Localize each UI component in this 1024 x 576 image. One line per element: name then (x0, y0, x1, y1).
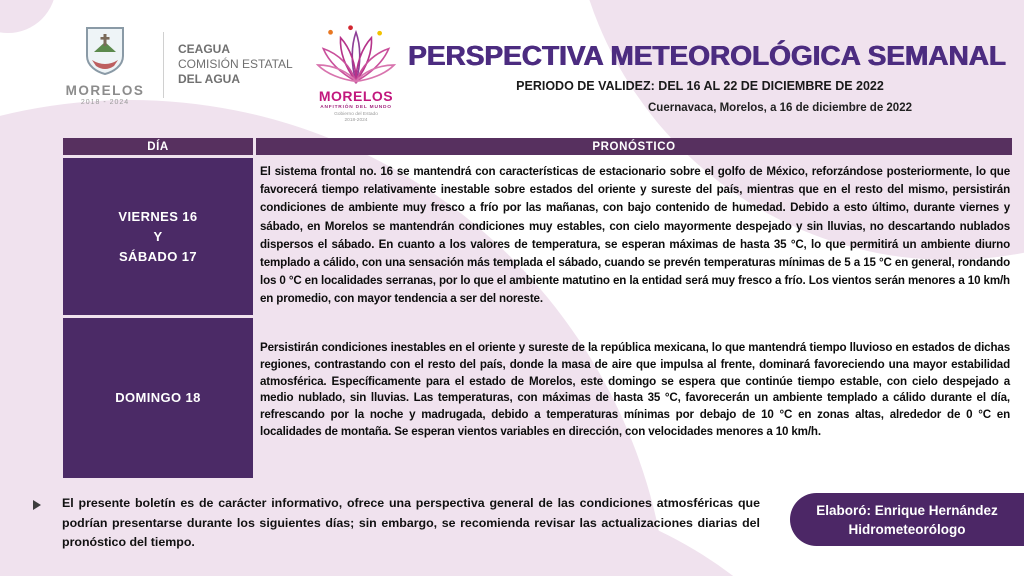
ceagua-logo (178, 42, 293, 87)
lotus-flower-icon (310, 25, 402, 85)
column-header-forecast: PRONÓSTICO (256, 138, 1012, 155)
credit-role: Hidrometeorólogo (848, 521, 966, 537)
flower-logo-name: MORELOS (318, 88, 394, 104)
ceagua-line3: DEL AGUA (178, 72, 241, 86)
ceagua-line1: CEAGUA (178, 42, 231, 56)
column-header-day: DÍA (63, 138, 253, 155)
decorative-circle (0, 0, 56, 33)
morelos-shield-logo (55, 26, 155, 106)
morelos-flower-logo (298, 25, 414, 124)
triangle-bullet-icon (33, 500, 41, 510)
table-row-day-friday-saturday: VIERNES 16 Y SÁBADO 17 (63, 158, 253, 315)
forecast-text-friday-saturday: El sistema frontal no. 16 se mantendrá con características de estacionario sobre el golfo de México, reforzándose posteriormente, lo que favorecerá tiempo relativamente inestable sobre estados del oriente y sureste del país, mientras que en el resto del mismo, persistirán condiciones de ambiente muy fresco a frío por las mañanas, con bajo contenido de humedad. Debido a esto último, durante viernes y sábado, en Morelos se mantendrán condiciones muy estables, con cielo mayormente despejado y sin lluvias, no descartando nublados dispersos el sábado. En cuanto a los valores de temperatura, se esperan máximas de hasta 35 °C, lo que permitirá un ambiente diurno templado a cálido, con una sensación más templada el sábado, cuando se prevén temperaturas mínimas de 5 a 15 °C en general, rondando los 0 °C en localidades serranas, por lo que el ambiente matutino en la entidad será muy fresco a frío. Los vientos serán menores a 10 km/h en promedio, con mayor tendencia a ser del noreste. (260, 165, 1010, 306)
shield-logo-years: 2018 - 2024 (80, 99, 130, 106)
validity-period: PERIODO DE VALIDEZ: DEL 16 AL 22 DE DICIEMBRE DE 2022 (516, 79, 884, 93)
flower-logo-tagline: ANFITRIÓN DEL MUNDO (320, 105, 392, 110)
forecast-text-sunday: Persistirán condiciones inestables en el oriente y sureste de la república mexicana, lo que mantendrá tiempo lluvioso en estados de dichas regiones, contrastando con el resto del país, donde la masa de aire que impulsa al frente, dominará favoreciendo una mayor estabilidad atmosférica. Específicamente para el estado de Morelos, este domingo se espera que continúe tiempo estable, con cielo despejado a medio nublado, sin lluvias. Las temperaturas, con máximas de hasta 35 °C, favorecerán un ambiente templado a cálido durante el día, refrescando por la noche y madrugada, debido a temperaturas mínimas por debajo de 10 °C en zonas altas, alrededor de 0 °C en localidades de montaña. Se esperan vientos variables en dirección, con velocidades menores a 10 km/h. (260, 341, 1010, 438)
author-credit-badge (790, 493, 1024, 546)
forecast-table (63, 138, 1012, 478)
ceagua-line2: COMISIÓN ESTATAL (178, 57, 293, 71)
logo-divider (163, 32, 164, 98)
page-title: PERSPECTIVA METEOROLÓGICA SEMANAL (408, 40, 1006, 71)
dateline: Cuernavaca, Morelos, a 16 de diciembre de 2022 (648, 102, 912, 114)
shield-icon (84, 26, 126, 76)
credit-author: Elaboró: Enrique Hernández (816, 502, 998, 518)
table-row-day-sunday: DOMINGO 18 (63, 318, 253, 478)
shield-logo-name: MORELOS (65, 83, 145, 98)
disclaimer-note: El presente boletín es de carácter informativo, ofrece una perspectiva general de las condiciones atmosféricas que podrían presentarse durante los siguientes días; sin embargo, se recomienda revisar las actualizaciones diarias del pronóstico del tiempo. (62, 496, 760, 549)
flower-logo-government: Gobierno del Estado 2018-2024 (334, 112, 378, 123)
